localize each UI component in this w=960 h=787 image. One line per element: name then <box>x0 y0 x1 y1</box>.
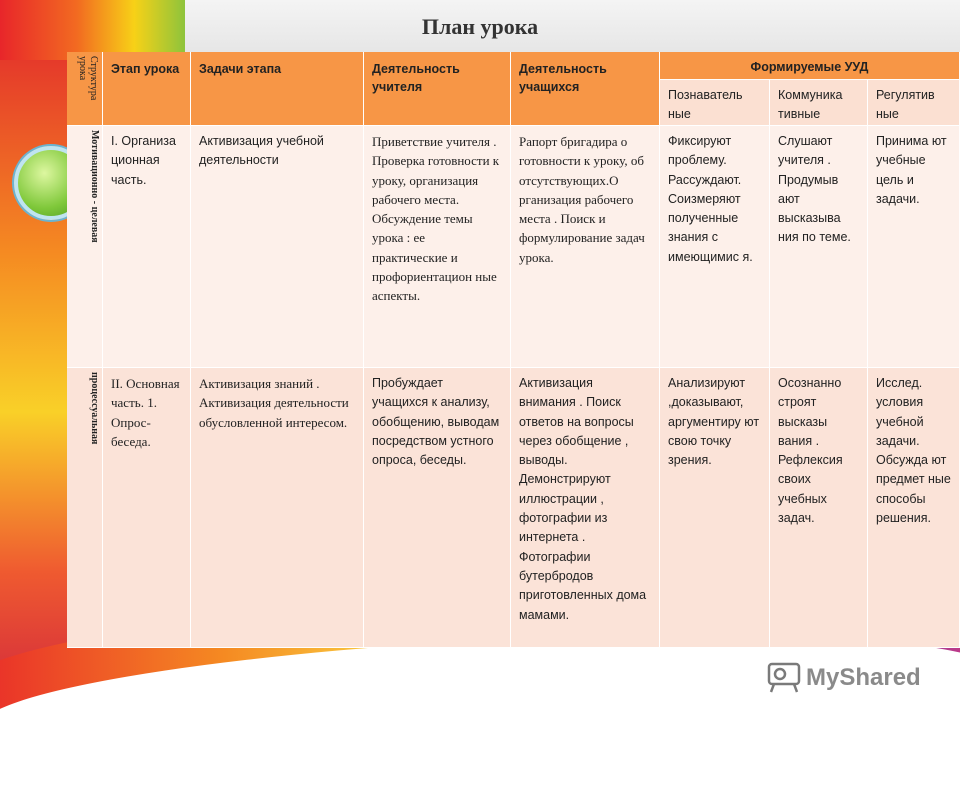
row1-communicative: Слушают учителя . Продумыв ают высказыва ния по теме. <box>770 126 868 368</box>
row1-students: Рапорт бригадира о готовности к уроку, об отсутствующих.О рганизация рабочего места . Поиск и формулирование задач урока. <box>511 126 660 368</box>
header-structure: Структура урока <box>67 52 103 126</box>
header-communicative: Коммуника тивные <box>770 80 868 126</box>
lesson-plan-table <box>67 52 960 648</box>
row2-communicative: Осознанно строят высказы вания . Рефлексия своих учебных задач. <box>770 368 868 648</box>
header-tasks: Задачи этапа <box>191 52 364 126</box>
row1-stage: I. Организа ционная часть. <box>103 126 191 368</box>
row2-students: Активизация внимания . Поиск ответов на вопросы через обобщение , выводы. Демонстрируют иллюстрации , фотографии из интернета . Фотографии бутербродов приготовленных дома мамами. <box>511 368 660 648</box>
watermark-text: MyShared <box>806 664 921 691</box>
row2-structure: процессуальная <box>67 368 103 648</box>
row1-regulatory: Принима ют учебные цель и задачи. <box>868 126 960 368</box>
myshared-logo <box>766 656 946 696</box>
header-stage: Этап урока <box>103 52 191 126</box>
row2-tasks: Активизация знаний . Активизация деятельности обусловленной интересом. <box>191 368 364 648</box>
slide-title: План урока <box>421 14 539 39</box>
row2-cognitive: Анализируют ,доказывают, аргументиру ют свою точку зрения. <box>660 368 770 648</box>
row1-teacher: Приветствие учителя . Проверка готовности к уроку, организация рабочего места. Обсуждение темы урока : ее практические и профориентацион ные аспекты. <box>364 126 511 368</box>
row2-stage: II. Основная часть. 1. Опрос- беседа. <box>103 368 191 648</box>
row2-teacher: Пробуждает учащихся к анализу, обобщению, выводам посредством устного опроса, беседы. <box>364 368 511 648</box>
projector-icon <box>769 664 799 692</box>
row1-structure: Мотивационно - целевая <box>67 126 103 368</box>
header-uud: Формируемые УУД <box>660 52 960 80</box>
row1-tasks: Активизация учебной деятельности <box>191 126 364 368</box>
header-students: Деятельность учащихся <box>511 52 660 126</box>
header-regulatory: Регулятив ные <box>868 80 960 126</box>
header-teacher: Деятельность учителя <box>364 52 511 126</box>
header-cognitive: Познаватель ные <box>660 80 770 126</box>
row1-cognitive: Фиксируют проблему. Рассуждают. Соизмеряют полученные знания с имеющимис я. <box>660 126 770 368</box>
row2-regulatory: Исслед. условия учебной задачи. Обсужда ют предмет ные способы решения. <box>868 368 960 648</box>
